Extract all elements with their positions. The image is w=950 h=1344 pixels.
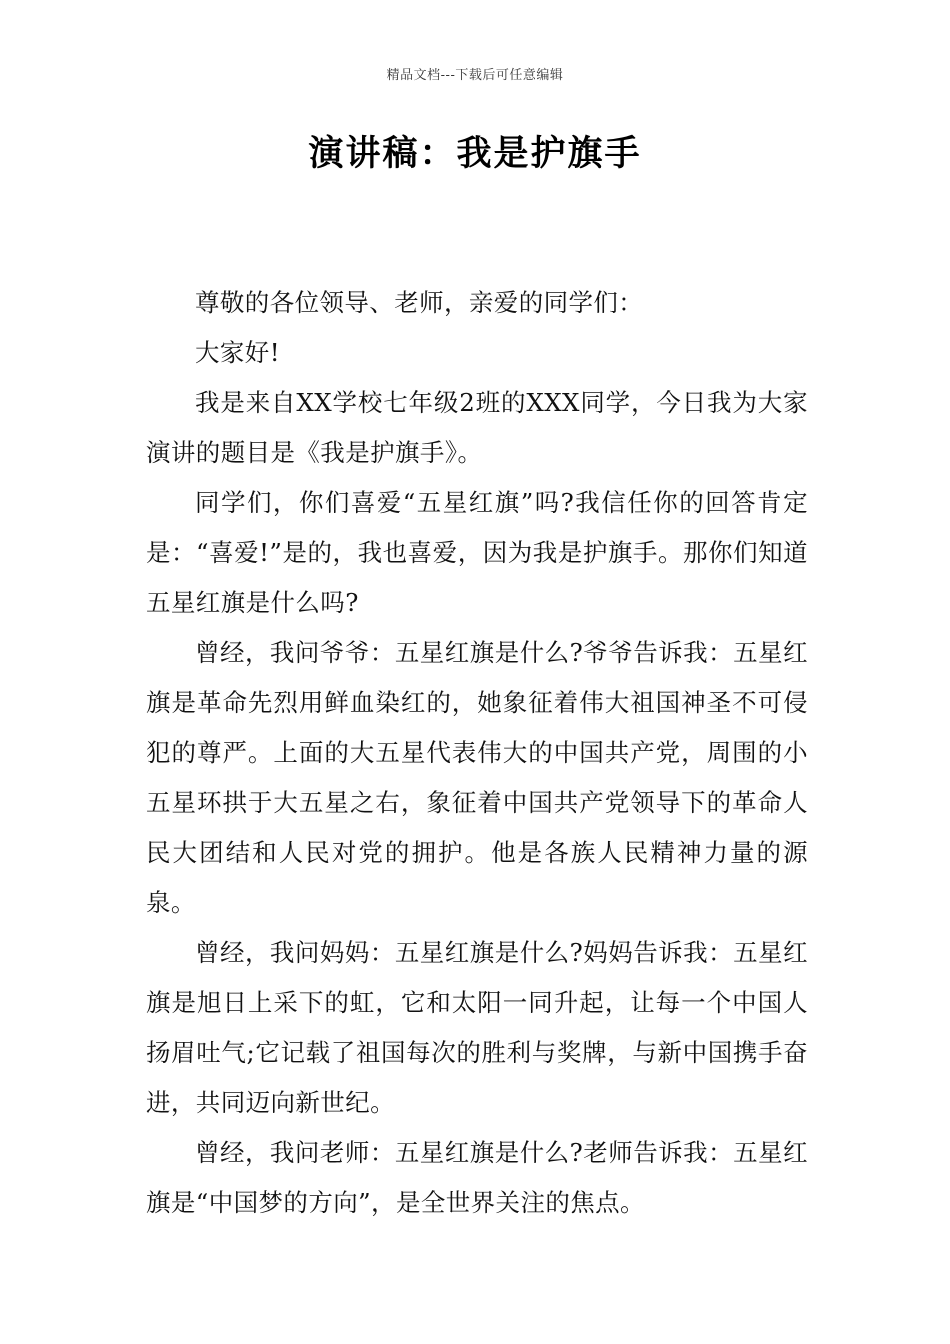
- paragraph-question: 同学们，你们喜爱“五星红旗”吗?我信任你的回答肯定是：“喜爱!”是的，我也喜爱，因为我是护旗手。那你们知道五星红旗是什么吗?: [146, 488, 808, 617]
- paragraph-salutation: 尊敬的各位领导、老师，亲爱的同学们：: [195, 288, 644, 317]
- paragraph-mother: 曾经，我问妈妈：五星红旗是什么?妈妈告诉我：五星红旗是旭日上采下的虹，它和太阳一同升起，让每一个中国人扬眉吐气;它记载了祖国每次的胜利与奖牌，与新中国携手奋进，共同迈向新世纪。: [146, 938, 808, 1117]
- document-body: [146, 278, 808, 1228]
- paragraph-teacher: 曾经，我问老师：五星红旗是什么?老师告诉我：五星红旗是“中国梦的方向”，是全世界关注的焦点。: [146, 1138, 808, 1217]
- paragraph-greeting: 大家好!: [195, 338, 280, 367]
- header-note: 精品文档---下载后可任意编辑: [386, 68, 564, 83]
- paragraph-grandpa: 曾经，我问爷爷：五星红旗是什么?爷爷告诉我：五星红旗是革命先烈用鲜血染红的，她象征着伟大祖国神圣不可侵犯的尊严。上面的大五星代表伟大的中国共产党，周围的小五星环拱于大五星之右，象征着中国共产党领导下的革命人民大团结和人民对党的拥护。他是各族人民精神力量的源泉。: [146, 638, 808, 917]
- page-title: 演讲稿：我是护旗手: [308, 134, 642, 174]
- paragraph-introduction: 我是来自XX学校七年级2班的XXX同学，今日我为大家演讲的题目是《我是护旗手》。: [146, 388, 808, 467]
